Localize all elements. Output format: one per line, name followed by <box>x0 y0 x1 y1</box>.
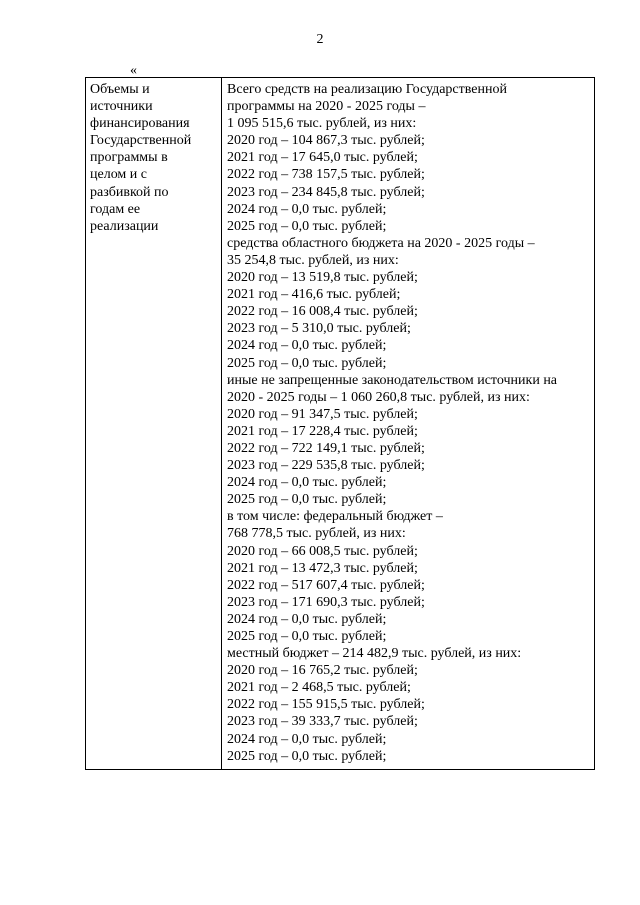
content-line: 2024 год – 0,0 тыс. рублей; <box>227 475 387 491</box>
content-line: 2023 год – 229 535,8 тыс. рублей; <box>227 458 425 474</box>
header-line: программы в <box>90 150 168 166</box>
content-line: 2024 год – 0,0 тыс. рублей; <box>227 731 387 747</box>
content-line: 2020 год – 104 867,3 тыс. рублей; <box>227 133 425 149</box>
content-line: 2020 год – 91 347,5 тыс. рублей; <box>227 406 418 422</box>
content-line: 2025 год – 0,0 тыс. рублей; <box>227 748 387 764</box>
content-line: 2024 год – 0,0 тыс. рублей; <box>227 201 387 217</box>
header-line: Объемы и <box>90 82 150 97</box>
column-divider <box>221 78 222 769</box>
opening-quote-mark: « <box>130 63 137 78</box>
content-line: 1 095 515,6 тыс. рублей, из них: <box>227 116 417 132</box>
content-line: 2024 год – 0,0 тыс. рублей; <box>227 611 387 627</box>
content-line: 2021 год – 2 468,5 тыс. рублей; <box>227 680 411 696</box>
header-line: целом и с <box>90 167 147 183</box>
content-line: 2022 год – 517 607,4 тыс. рублей; <box>227 577 425 593</box>
content-line: 2020 год – 66 008,5 тыс. рублей; <box>227 543 418 559</box>
header-line: годам ее <box>90 201 141 217</box>
page-number: 2 <box>316 32 324 47</box>
content-line: программы на 2020 - 2025 годы – <box>227 99 426 115</box>
content-line: 2020 - 2025 годы – 1 060 260,8 тыс. рублей, из них: <box>227 389 530 405</box>
content-line: 2021 год – 17 228,4 тыс. рублей; <box>227 423 418 439</box>
content-line: 2021 год – 17 645,0 тыс. рублей; <box>227 150 418 166</box>
content-line: 2023 год – 234 845,8 тыс. рублей; <box>227 184 425 200</box>
content-line: 2025 год – 0,0 тыс. рублей; <box>227 629 387 644</box>
content-line: 2022 год – 722 149,1 тыс. рублей; <box>227 440 425 456</box>
content-line: 2025 год – 0,0 тыс. рублей; <box>227 492 387 508</box>
content-line: 2022 год – 16 008,4 тыс. рублей; <box>227 304 418 320</box>
content-line: 2020 год – 13 519,8 тыс. рублей; <box>227 270 418 286</box>
content-line: Всего средств на реализацию Государственной <box>227 82 507 97</box>
content-line: 2023 год – 171 690,3 тыс. рублей; <box>227 594 425 610</box>
content-line: 2025 год – 0,0 тыс. рублей; <box>227 355 387 371</box>
header-line: Государственной <box>90 133 192 149</box>
content-line: 2021 год – 416,6 тыс. рублей; <box>227 287 401 303</box>
content-line: 768 778,5 тыс. рублей, из них: <box>227 526 406 542</box>
content-line: 2021 год – 13 472,3 тыс. рублей; <box>227 560 418 576</box>
content-line: 2022 год – 738 157,5 тыс. рублей; <box>227 167 425 183</box>
header-line: реализации <box>90 218 159 234</box>
table-header-cell <box>90 81 218 235</box>
content-line: иные не запрещенные законодательством источники на <box>227 372 558 388</box>
content-line: местный бюджет – 214 482,9 тыс. рублей, из них: <box>227 646 522 662</box>
header-line: источники <box>90 99 153 115</box>
content-line: 2022 год – 155 915,5 тыс. рублей; <box>227 697 425 713</box>
content-line: 2020 год – 16 765,2 тыс. рублей; <box>227 663 418 679</box>
header-line: финансирования <box>90 116 190 132</box>
content-line: 2023 год – 5 310,0 тыс. рублей; <box>227 321 411 337</box>
financing-table <box>85 77 595 770</box>
content-line: 2024 год – 0,0 тыс. рублей; <box>227 338 387 354</box>
content-line: средства областного бюджета на 2020 - 2025 годы – <box>227 235 535 251</box>
content-line: в том числе: федеральный бюджет – <box>227 509 443 525</box>
content-line: 35 254,8 тыс. рублей, из них: <box>227 252 399 268</box>
content-line: 2023 год – 39 333,7 тыс. рублей; <box>227 714 418 730</box>
table-content-cell <box>227 81 593 765</box>
header-line: разбивкой по <box>90 184 169 200</box>
content-line: 2025 год – 0,0 тыс. рублей; <box>227 218 387 234</box>
